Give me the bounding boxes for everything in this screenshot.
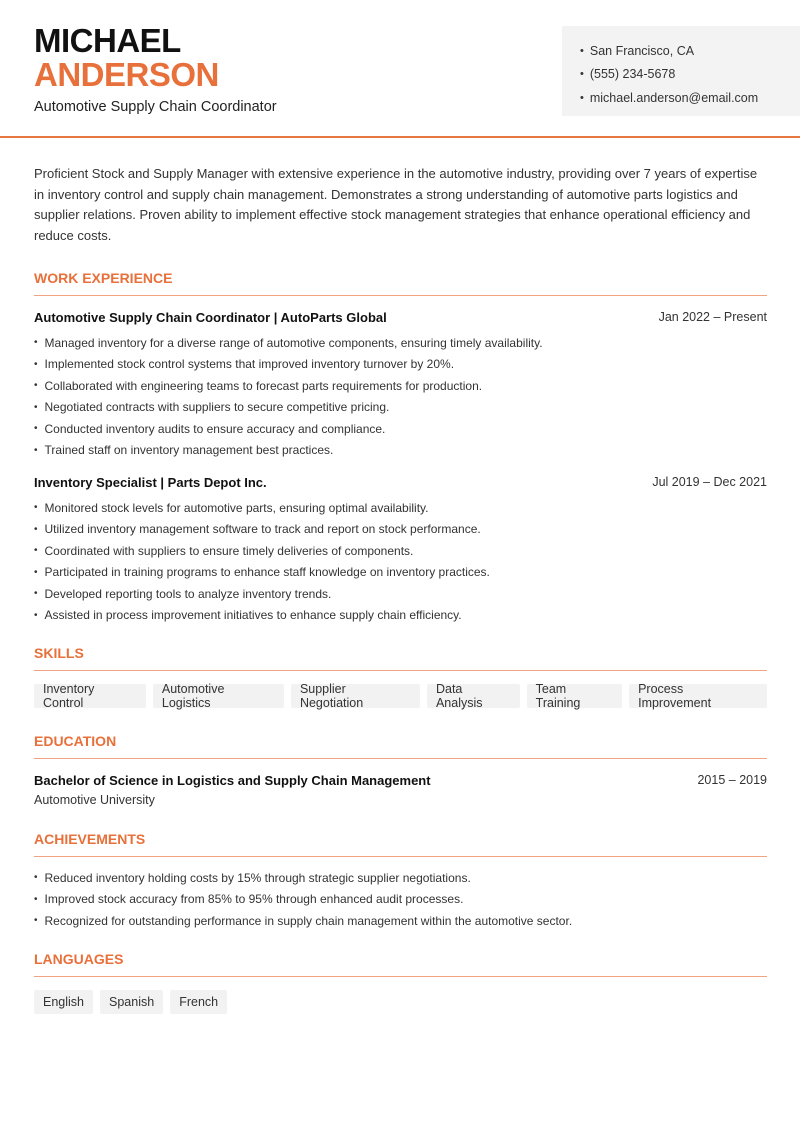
education-date: 2015 – 2019 <box>697 772 767 787</box>
list-item: • Monitored stock levels for automotive parts, ensuring optimal availability. <box>34 497 767 519</box>
list-item: • Assisted in process improvement initiatives to enhance supply chain efficiency. <box>34 604 767 626</box>
contact-box <box>562 26 800 116</box>
job-date: Jan 2022 – Present <box>658 309 767 324</box>
section-achievements: ACHIEVEMENTS <box>34 831 767 857</box>
skill-tag: Process Improvement <box>629 684 767 708</box>
summary: Proficient Stock and Supply Manager with extensive experience in the automotive industry, providing over 7 years of expertise in inventory control and supply chain management. Demonstrates a strong understanding of automotive parts logistics and supplier relations. Proven ability to implement effective stock management strategies that enhance operational efficiency and reduce costs. <box>34 166 758 244</box>
resume-header <box>0 0 800 138</box>
language-tag: English <box>34 990 93 1014</box>
skills-list <box>34 681 767 710</box>
job-bullets <box>34 332 767 461</box>
list-item: • Managed inventory for a diverse range of automotive components, ensuring timely availability. <box>34 332 767 354</box>
language-tag: Spanish <box>100 990 163 1014</box>
list-item: • Improved stock accuracy from 85% to 95% through enhanced audit processes. <box>34 888 767 910</box>
list-item: • Conducted inventory audits to ensure accuracy and compliance. <box>34 418 767 440</box>
skill-tag: Data Analysis <box>427 684 520 708</box>
school: Automotive University <box>34 792 155 807</box>
list-item: • Reduced inventory holding costs by 15% through strategic supplier negotiations. <box>34 867 767 889</box>
list-item: • Implemented stock control systems that improved inventory turnover by 20%. <box>34 353 767 375</box>
job-position: Inventory Specialist | Parts Depot Inc. <box>34 474 267 490</box>
job-position: Automotive Supply Chain Coordinator | AutoParts Global <box>34 309 387 325</box>
education-entry <box>34 773 767 788</box>
achievements-list <box>34 867 767 932</box>
language-tag: French <box>170 990 227 1014</box>
skill-tag: Automotive Logistics <box>153 684 284 708</box>
skill-tag: Supplier Negotiation <box>291 684 420 708</box>
job-date: Jul 2019 – Dec 2021 <box>652 474 767 489</box>
skill-tag: Team Training <box>527 684 622 708</box>
contact-location: • San Francisco, CA <box>580 39 800 63</box>
first-name: MICHAEL <box>34 22 181 59</box>
list-item: • Negotiated contracts with suppliers to secure competitive pricing. <box>34 396 767 418</box>
section-skills: SKILLS <box>34 645 767 671</box>
job-bullets <box>34 497 767 626</box>
degree: Bachelor of Science in Logistics and Supply Chain Management <box>34 772 431 788</box>
job-header <box>34 310 767 325</box>
list-item: • Trained staff on inventory management best practices. <box>34 439 767 461</box>
section-languages: LANGUAGES <box>34 951 767 977</box>
contact-phone: • (555) 234-5678 <box>580 63 800 87</box>
list-item: • Coordinated with suppliers to ensure timely deliveries of components. <box>34 540 767 562</box>
list-item: • Collaborated with engineering teams to forecast parts requirements for production. <box>34 375 767 397</box>
list-item: • Developed reporting tools to analyze inventory trends. <box>34 583 767 605</box>
list-item: • Utilized inventory management software to track and report on stock performance. <box>34 518 767 540</box>
section-work-experience: WORK EXPERIENCE <box>34 270 767 296</box>
last-name: ANDERSON <box>34 56 219 93</box>
job-title: Automotive Supply Chain Coordinator <box>34 99 277 115</box>
list-item: • Participated in training programs to enhance staff knowledge on inventory practices. <box>34 561 767 583</box>
job-header <box>34 475 767 490</box>
section-education: EDUCATION <box>34 733 767 759</box>
contact-email: • michael.anderson@email.com <box>580 86 800 110</box>
languages-list <box>34 990 767 1014</box>
skill-tag: Inventory Control <box>34 684 146 708</box>
list-item: • Recognized for outstanding performance in supply chain management within the automotive sector. <box>34 910 767 932</box>
